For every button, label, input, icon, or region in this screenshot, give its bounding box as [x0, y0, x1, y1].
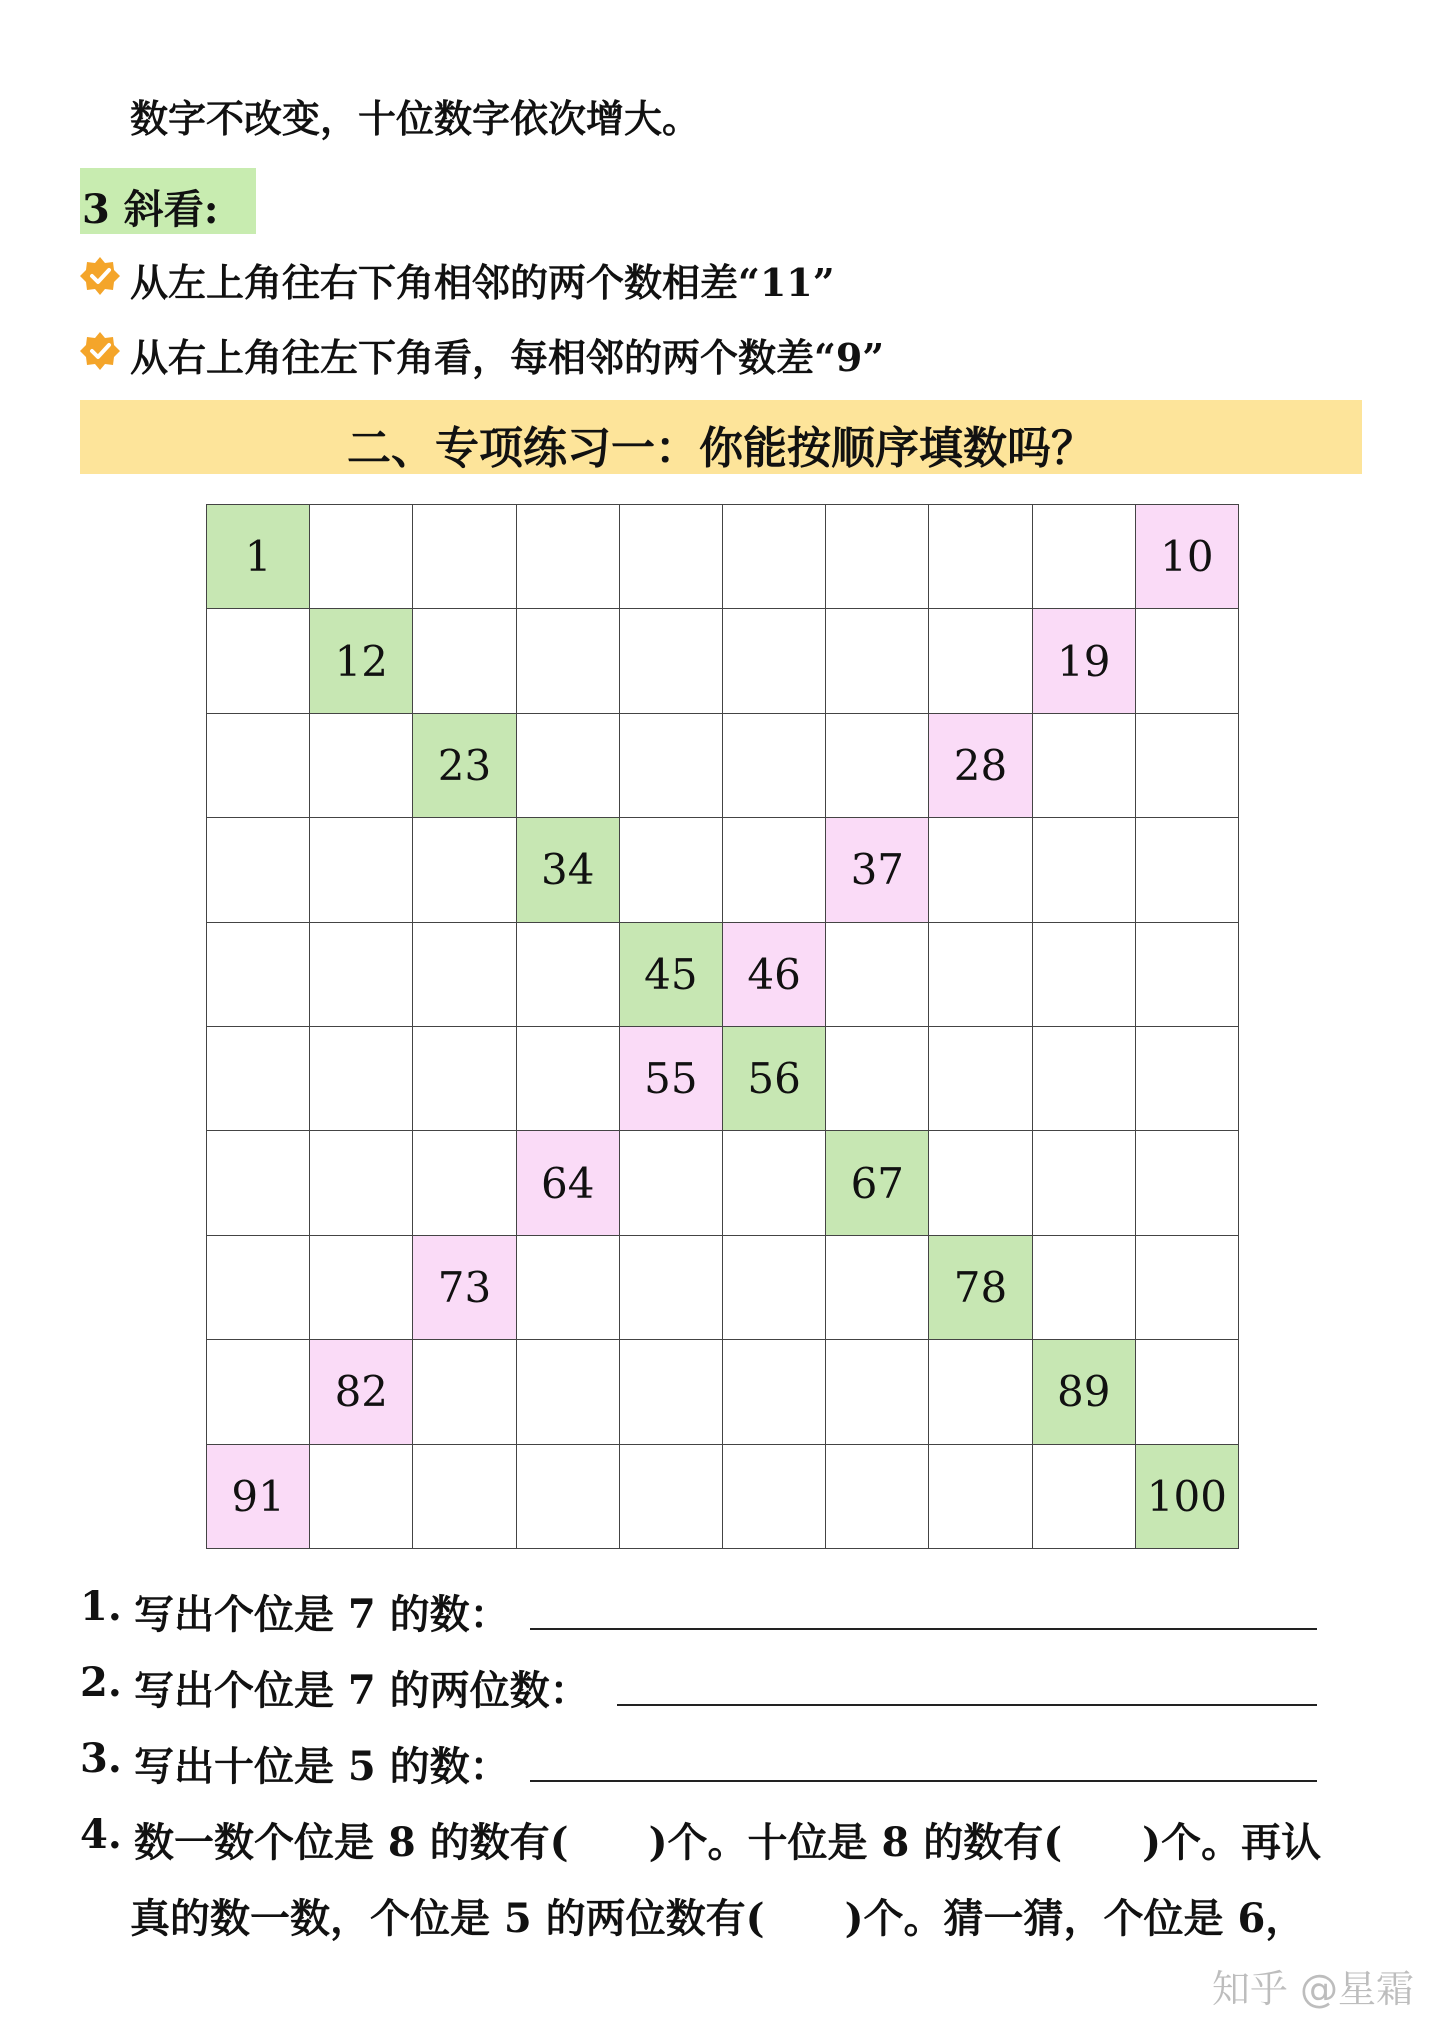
grid-cell[interactable] — [413, 1027, 516, 1131]
grid-cell[interactable] — [310, 505, 413, 609]
grid-cell: 67 — [826, 1131, 929, 1235]
grid-cell[interactable] — [1033, 818, 1136, 922]
grid-cell[interactable] — [1136, 1131, 1239, 1235]
grid-cell: 91 — [207, 1445, 310, 1549]
grid-cell[interactable] — [517, 1445, 620, 1549]
grid-cell[interactable] — [413, 923, 516, 1027]
grid-cell[interactable] — [310, 1236, 413, 1340]
grid-cell[interactable] — [826, 1027, 929, 1131]
answer-blank-3[interactable] — [530, 1780, 1317, 1782]
grid-cell[interactable] — [723, 714, 826, 818]
banner-title: 二、专项练习一：你能按顺序填数吗？ — [347, 423, 1095, 474]
grid-cell[interactable] — [310, 1445, 413, 1549]
grid-cell: 19 — [1033, 609, 1136, 713]
grid-cell: 45 — [620, 923, 723, 1027]
grid-cell[interactable] — [929, 1027, 1032, 1131]
grid-cell[interactable] — [517, 1236, 620, 1340]
bullet-text: 从右上角往左下角看，每相邻的两个数差“9” — [130, 335, 885, 380]
grid-cell[interactable] — [620, 818, 723, 922]
answer-blank-1[interactable] — [530, 1628, 1317, 1630]
grid-cell[interactable] — [1033, 1027, 1136, 1131]
grid-cell[interactable] — [826, 714, 929, 818]
grid-cell[interactable] — [723, 818, 826, 922]
grid-cell[interactable] — [826, 923, 929, 1027]
grid-cell[interactable] — [310, 818, 413, 922]
grid-cell[interactable] — [929, 1131, 1032, 1235]
grid-cell[interactable] — [723, 609, 826, 713]
grid-cell[interactable] — [207, 714, 310, 818]
grid-cell[interactable] — [826, 1445, 929, 1549]
grid-cell: 78 — [929, 1236, 1032, 1340]
grid-cell[interactable] — [1136, 818, 1239, 922]
grid-cell[interactable] — [723, 1340, 826, 1444]
grid-cell[interactable] — [723, 1236, 826, 1340]
grid-cell[interactable] — [413, 818, 516, 922]
grid-cell[interactable] — [620, 505, 723, 609]
badge-check-icon — [80, 256, 120, 296]
grid-cell[interactable] — [1033, 714, 1136, 818]
question-text: 写出十位是 5 的数： — [134, 1743, 510, 1790]
grid-cell[interactable] — [826, 1340, 929, 1444]
grid-cell: 23 — [413, 714, 516, 818]
grid-cell[interactable] — [826, 1236, 929, 1340]
grid-cell: 28 — [929, 714, 1032, 818]
grid-cell[interactable] — [929, 923, 1032, 1027]
grid-cell: 55 — [620, 1027, 723, 1131]
grid-cell[interactable] — [413, 1340, 516, 1444]
grid-cell[interactable] — [1136, 1340, 1239, 1444]
grid-cell[interactable] — [207, 923, 310, 1027]
grid-cell: 46 — [723, 923, 826, 1027]
grid-cell[interactable] — [413, 609, 516, 713]
question-number: 1. — [80, 1583, 122, 1630]
grid-cell[interactable] — [929, 1445, 1032, 1549]
grid-cell[interactable] — [1033, 505, 1136, 609]
grid-cell: 82 — [310, 1340, 413, 1444]
grid-cell[interactable] — [1136, 714, 1239, 818]
grid-cell[interactable] — [620, 1236, 723, 1340]
grid-cell[interactable] — [929, 818, 1032, 922]
grid-cell[interactable] — [517, 714, 620, 818]
grid-cell[interactable] — [1033, 923, 1136, 1027]
grid-cell[interactable] — [1033, 1445, 1136, 1549]
grid-cell[interactable] — [413, 1445, 516, 1549]
grid-cell: 1 — [207, 505, 310, 609]
grid-cell: 10 — [1136, 505, 1239, 609]
grid-cell[interactable] — [310, 714, 413, 818]
question-number: 2. — [80, 1659, 122, 1706]
grid-cell[interactable] — [1033, 1236, 1136, 1340]
grid-cell[interactable] — [310, 1131, 413, 1235]
bullet-text: 从左上角往右下角相邻的两个数相差“11” — [130, 260, 835, 305]
grid-cell[interactable] — [929, 609, 1032, 713]
question-4-continuation: 真的数一数，个位是 5 的两位数有( )个。猜一猜，个位是 6， — [130, 1895, 1306, 1942]
question-text: 写出个位是 7 的两位数： — [134, 1667, 590, 1714]
grid-cell[interactable] — [310, 923, 413, 1027]
grid-cell[interactable] — [723, 1131, 826, 1235]
intro-line: 数字不改变，十位数字依次增大。 — [130, 96, 701, 141]
grid-cell[interactable] — [1136, 923, 1239, 1027]
question-number: 3. — [80, 1735, 122, 1782]
grid-cell[interactable] — [1136, 609, 1239, 713]
grid-cell[interactable] — [723, 505, 826, 609]
grid-cell: 12 — [310, 609, 413, 713]
grid-cell[interactable] — [620, 609, 723, 713]
question-text: 写出个位是 7 的数： — [134, 1591, 510, 1638]
grid-cell[interactable] — [517, 923, 620, 1027]
grid-cell[interactable] — [1136, 1236, 1239, 1340]
grid-cell: 56 — [723, 1027, 826, 1131]
grid-cell[interactable] — [723, 1445, 826, 1549]
section-3-heading — [80, 168, 256, 234]
grid-cell: 37 — [826, 818, 929, 922]
grid-cell[interactable] — [826, 505, 929, 609]
grid-cell[interactable] — [620, 1445, 723, 1549]
grid-cell[interactable] — [826, 609, 929, 713]
answer-blank-2[interactable] — [617, 1704, 1317, 1706]
number-grid — [206, 504, 1239, 1549]
grid-cell: 89 — [1033, 1340, 1136, 1444]
watermark: 知乎 @星霜 — [1211, 1967, 1414, 2011]
grid-cell[interactable] — [517, 505, 620, 609]
grid-cell[interactable] — [517, 1027, 620, 1131]
grid-cell[interactable] — [929, 505, 1032, 609]
grid-cell[interactable] — [207, 1027, 310, 1131]
grid-cell: 64 — [517, 1131, 620, 1235]
grid-cell[interactable] — [310, 1027, 413, 1131]
badge-check-icon — [80, 331, 120, 371]
grid-cell[interactable] — [620, 714, 723, 818]
grid-cell[interactable] — [1033, 1131, 1136, 1235]
grid-cell[interactable] — [413, 505, 516, 609]
grid-cell[interactable] — [207, 1236, 310, 1340]
section-3-title: 3 斜看: — [82, 186, 219, 233]
grid-cell[interactable] — [207, 1131, 310, 1235]
grid-cell[interactable] — [620, 1340, 723, 1444]
grid-cell[interactable] — [929, 1340, 1032, 1444]
question-text: 数一数个位是 8 的数有( )个。十位是 8 的数有( )个。再认 — [134, 1819, 1322, 1866]
grid-cell[interactable] — [517, 609, 620, 713]
grid-cell[interactable] — [413, 1131, 516, 1235]
grid-cell[interactable] — [620, 1131, 723, 1235]
grid-cell[interactable] — [207, 818, 310, 922]
grid-cell[interactable] — [1136, 1027, 1239, 1131]
grid-cell[interactable] — [207, 1340, 310, 1444]
question-number: 4. — [80, 1811, 122, 1858]
section-banner — [80, 400, 1362, 474]
grid-cell[interactable] — [207, 609, 310, 713]
grid-cell: 73 — [413, 1236, 516, 1340]
grid-cell[interactable] — [517, 1340, 620, 1444]
grid-cell: 34 — [517, 818, 620, 922]
grid-cell: 100 — [1136, 1445, 1239, 1549]
